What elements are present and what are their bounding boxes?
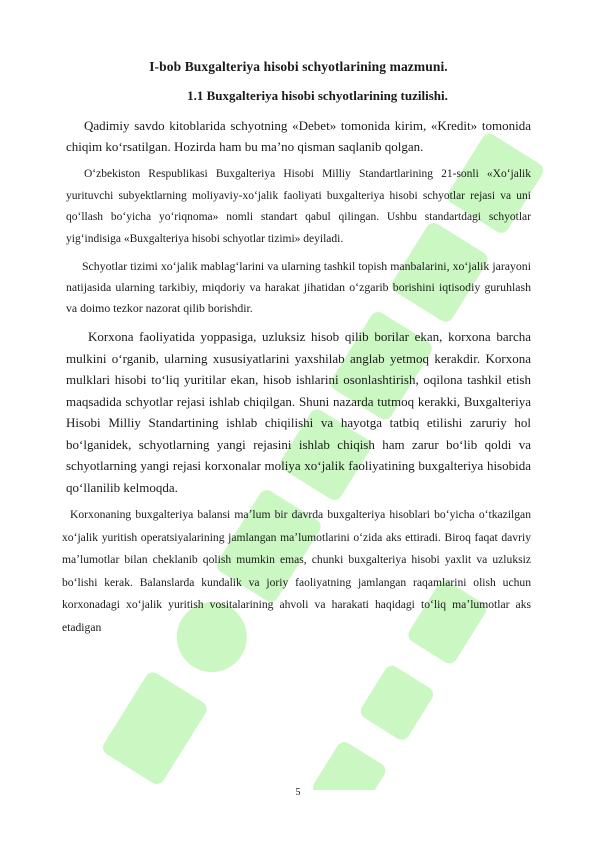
section-title: 1.1 Buxgalteriya hisobi schyotlarining tuzilishi. [187,88,448,103]
paragraph-2: Oʻzbekiston Respublikasi Buxgalteriya Hisobi Milliy Standartlarining 21-sonli «Xoʻjalik yurituvchi subyektlarning moliyaviy-xoʻjalik faoliyati buxgalteriya hisobi schyotlar rejasi va uni qoʻllash boʻyicha yoʻriqnoma» nomli standart qabul qilingan. Ushbu standartdagi schyotlar yigʻindisiga «Buxgalteriya hisobi schyotlar tizimi» deyiladi. [66,168,531,245]
paragraph-3: Schyotlar tizimi xoʻjalik mablagʻlarini va ularning tashkil topish manbalarini, xoʻjalik jarayoni natijasida ularning tarkibiy, miqdoriy va harakat jihatidan oʻzgarib borishini iqtisodiy guruhlash va doimo tezkor nazorat qilib borishdir. [66,259,531,315]
paragraph-1: Qadimiy savdo kitoblarida schyotning «Debet» tomonida kirim, «Kredit» tomonida chiqim koʻrsatilgan. Hozirda ham bu maʼno qisman saqlanib qolgan. [66,118,531,154]
page-number: 5 [295,787,301,798]
chapter-title: I-bob Buxgalteriya hisobi schyotlarining mazmuni. [149,59,448,74]
paragraph-5: Korxonaning buxgalteriya balansi maʼlum bir davrda buxgalteriya hisoblari boʻyicha oʻtkazilgan xoʻjalik yuritish operatsiyalarining jamlangan maʼlumotlarini oʻzida aks ettiradi. Biroq faqat davriy maʼlumotlar bilan cheklanib qolish mumkin emas, chunki buxgalteriya hisobi yaxlit va uzluksiz boʻlishi kerak. Balanslarda kundalik va joriy faoliyatning jamlangan raqamlarini olish uchun korxonadagi xoʻjalik yuritish vositalarining ahvoli va harakati haqidagi toʻliq maʼlumotlar aks etadigan [62,508,531,634]
page-content [62,58,531,639]
paragraph-4: Korxona faoliyatida yoppasiga, uzluksiz hisob qilib borilar ekan, korxona barcha mulkini oʻrganib, ularning xususiyatlarini yaxshilab anglab yetmoq kerakdir. Korxona mulklari hisobi toʻliq yuritilar ekan, hisob ishlarini osonlashtirish, oqilona tashkil etish maqsadida schyotlar rejasi ishlab chiqilgan. Shuni nazarda tutmoq kerakki, Buxgalteriya Hisobi Milliy Standartining ishlab chiqilishi va hayotga tatbiq etilishi zaruriy hol boʻlganidek, schyotlarning yangi rejasini ishlab chiqish ham zarur boʻlib qoldi va schyotlarning yangi rejasi korxonalar moliya xoʻjalik faoliyatining buxgalteriya hisobida qoʻllanilib kelmoqda. [66,329,531,495]
